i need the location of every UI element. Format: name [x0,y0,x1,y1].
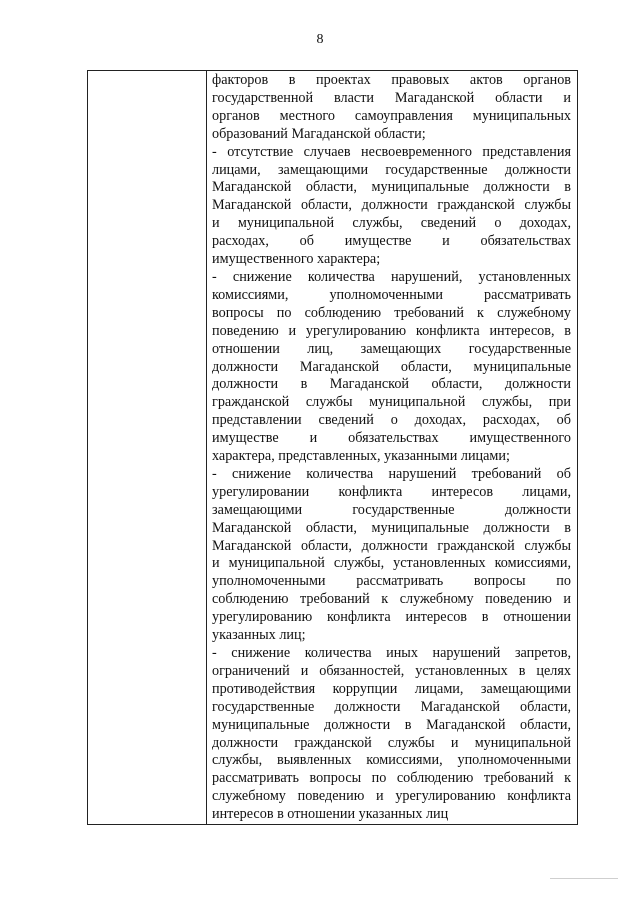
text-line: службы, выявленных комиссиями, уполномоченными [212,752,571,769]
table-row [88,71,578,825]
text-line: муниципальные должности в Магаданской области, [212,716,571,733]
text-line: государственные должности Магаданской области, [212,698,571,715]
text-line: имуществе и обязательствах имущественного [212,430,571,447]
text-line: расходах, об имуществе и обязательствах [212,233,571,250]
text-line: соблюдению требований к служебному поведению и [212,591,571,608]
text-line: имущественного характера; [212,251,381,268]
text-line: ограничений и обязанностей, установленных в целях [212,662,571,679]
text-line: Магаданской области, муниципальные должности в [212,179,571,196]
scan-artifact-line [550,878,618,879]
text-line: поведению и урегулированию конфликта интересов, в [212,322,571,339]
text-line: - снижение количества нарушений требований об [212,465,571,482]
text-line: должности Магаданской области, муниципальные [212,358,571,375]
text-line: органов местного самоуправления муниципальных [212,107,571,124]
text-line: служебному поведению и урегулированию конфликта [212,788,571,805]
content-table [87,70,578,825]
text-line: Магаданской области, должности гражданской службы [212,197,571,214]
text-line: Магаданской области, муниципальные должности в [212,519,571,536]
right-cell [207,71,578,825]
text-line: - отсутствие случаев несвоевременного представления [212,143,571,160]
text-line: факторов в проектах правовых актов органов [212,72,571,88]
text-line: - снижение количества нарушений, установленных [212,268,571,285]
text-line: урегулировании конфликта интересов лицами, [212,483,571,500]
text-line: урегулированию конфликта интересов в отношении [212,609,571,626]
text-line: образований Магаданской области; [212,125,426,142]
text-line: и муниципальной службы, установленных комиссиями, [212,555,571,572]
text-line: уполномоченными рассматривать вопросы по [212,573,571,590]
text-line: интересов в отношении указанных лиц [212,806,449,823]
text-line: государственной власти Магаданской области и [212,89,571,106]
cell-text [207,71,577,824]
text-line: должности в Магаданской области, должности [212,376,571,393]
text-line: рассматривать вопросы по соблюдению требований к [212,770,571,787]
text-line: Магаданской области, должности гражданской службы [212,537,571,554]
page-number: 8 [316,32,324,47]
text-line: комиссиями, уполномоченными рассматривать [212,286,571,303]
text-line: - снижение количества иных нарушений запретов, [212,645,571,661]
text-line: указанных лиц; [212,627,306,644]
text-line: вопросы по соблюдению требований к служебному [212,304,571,321]
text-line: характера, представленных, указанными лицами; [212,448,510,465]
left-cell [88,71,207,825]
text-line: лицами, замещающими государственные должности [212,161,571,178]
text-line: замещающими государственные должности [212,501,571,518]
text-line: противодействия коррупции лицами, замещающими [212,680,571,697]
text-line: отношении лиц, замещающих государственные [212,340,571,357]
text-line: должности гражданской службы и муниципальной [212,734,571,751]
text-line: представлении сведений о доходах, расходах, об [212,412,571,429]
text-line: гражданской службы муниципальной службы, при [212,394,571,411]
text-line: и муниципальной службы, сведений о доходах, [212,215,571,232]
